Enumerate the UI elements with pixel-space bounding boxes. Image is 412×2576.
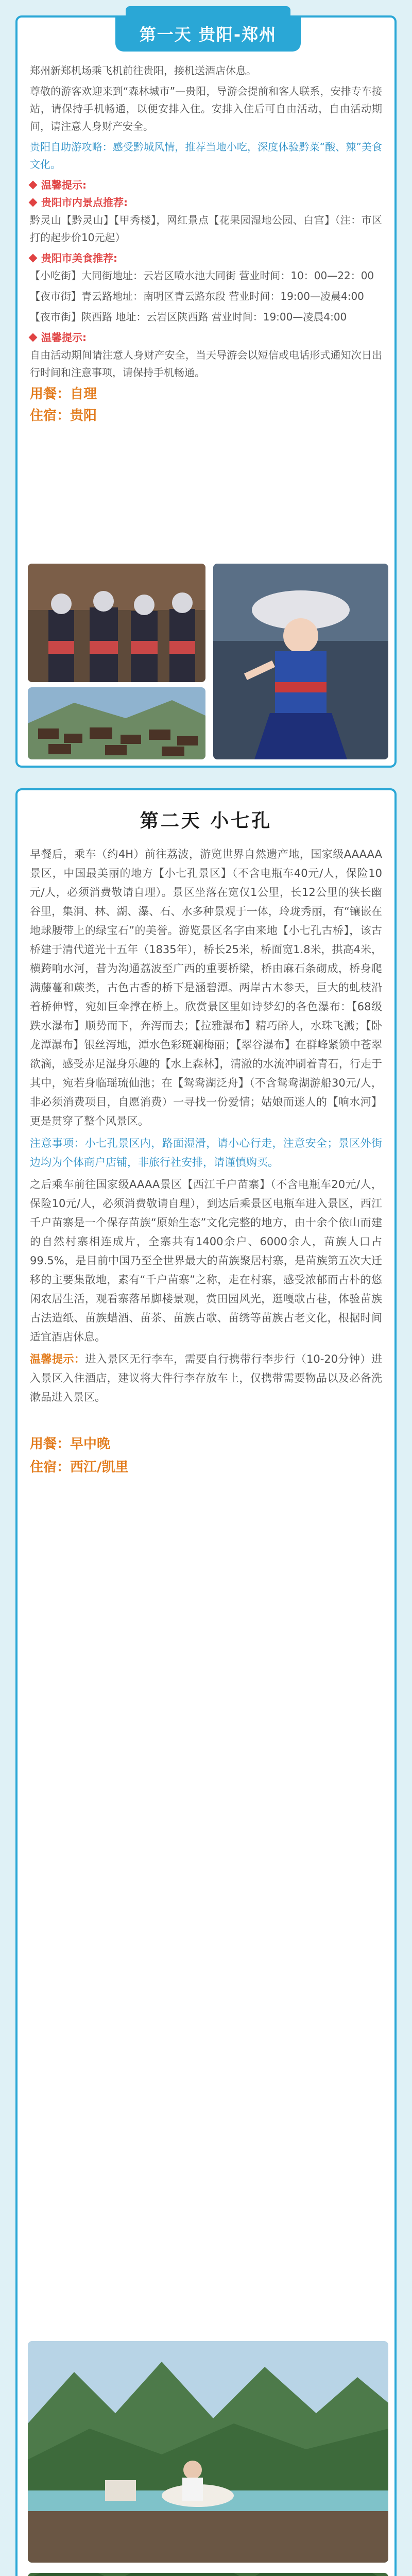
diamond-icon [29, 333, 38, 342]
day2-notice: 注意事项：小七孔景区内，路面湿滑，请小心行走，注意安全；景区外街边均为个体商户店铺，非旅行社安排，请谨慎购买。 [30, 1137, 382, 1168]
day1-intro: 郑州新郑机场乘飞机前往贵阳，接机送酒店休息。 [30, 64, 256, 77]
day1-tip-title: 温馨提示: [30, 176, 382, 194]
day2-meal: 用餐：早中晚 [30, 1436, 111, 1452]
day1-food-title: 贵阳市美食推荐: [30, 249, 382, 267]
day1-food-item: 【夜市街】青云路地址：南明区青云路东段 营业时间：19:00—凌晨4:00 [30, 290, 364, 302]
day1-spots-title: 贵阳市内景点推荐: [30, 194, 382, 211]
day1-meal: 用餐：自理 [30, 386, 97, 402]
diamond-icon [29, 181, 38, 190]
day1-food-guide [30, 138, 382, 173]
day1-tip2-text: 自由活动期间请注意人身财产安全，当天导游会以短信或电话形式通知次日出行时间和注意事项，请保持手机畅通。 [30, 349, 382, 379]
day2-tip [30, 1350, 382, 1407]
photo-waterfall [28, 2573, 388, 2576]
day1-banner [115, 15, 301, 52]
day2-card [15, 788, 397, 2576]
day2-tip-text: 进入景区无行李车，需要自行携带行李步行（10-20分钟）进入景区入住酒店，建议将大件行李存放车上，仅携带需要物品以及必备洗漱品进入景区。 [30, 1353, 383, 1403]
day2-paragraph-2: 之后乘车前往国家级AAAA景区【西江千户苗寨】（不含电瓶车20元/人，保险10元/人，必须消费敬请自理），到达后乘景区电瓶车进入景区，西江千户苗寨是一个保存苗族“原始生态”文化完整的地方，由十余个依山而建的自然村寨相连成片，全寨共有1400余户、6000余人，苗族人口占99.5%，是目前中国乃至全世界最大的苗族聚居村寨，是苗族第五次大迁移的主要集散地，素有“千户苗寨”之称，走在村寨，感受浓郁而古朴的悠闲农居生活，观看寨落吊脚楼景观，赏田园风光，逛嘎歌古巷，体验苗族古法造纸、苗族蜡酒、苗茶、苗族古歌、苗绣等苗族古老文化，根据时间适宜酒店休息。 [30, 1178, 382, 1343]
photo-miao-dancer [213, 564, 388, 759]
day2-content [30, 845, 382, 1479]
photo-miao-girls [28, 564, 205, 682]
day1-welcome: 尊敬的游客欢迎来到“森林城市”—贵阳，导游会提前和客人联系，安排专车接站，请保持手机畅通，以便安排入住。安排入住后可自由活动，自由活动期间，请注意人身财产安全。 [30, 85, 382, 132]
day1-food-guide-body: 感受黔城风情，推荐当地小吃，深度体验黔菜“酸、辣”美食文化。 [30, 141, 383, 171]
diamond-icon [29, 198, 38, 207]
day1-content [30, 62, 382, 427]
day1-food-item: 【小吃街】大同街地址：云岩区喷水池大同街 营业时间：10：00—22：00 [30, 269, 374, 282]
day1-stay: 住宿：贵阳 [30, 408, 97, 423]
day1-food-item: 【夜市街】陕西路 地址：云岩区陕西路 营业时间：19:00—凌晨4:00 [30, 311, 347, 323]
day1-tip2-title: 温馨提示: [30, 329, 382, 346]
day2-banner-title: 第二天 小七孔 [140, 810, 272, 832]
photo-miao-village [28, 687, 205, 759]
photo-karst-pool [28, 2341, 388, 2563]
day2-stay: 住宿：西江/凯里 [30, 1460, 129, 1475]
day2-tip-title: 温馨提示： [30, 1353, 85, 1365]
day1-banner-title: 第一天 贵阳-郑州 [139, 25, 277, 44]
day2-banner [18, 799, 394, 840]
diamond-icon [29, 254, 38, 263]
day1-card [15, 15, 397, 768]
day1-food-guide-prefix: 贵阳自助游攻略： [30, 141, 113, 153]
day2-paragraph-1: 早餐后，乘车（约4H）前往荔波，游览世界自然遗产地，国家级AAAAA景区，中国最美丽的地方【小七孔景区】（不含电瓶车40元/人，保险10元/人，必须消费敬请自理）。景区坐落在宽仅1公里，长12公里的狭长幽谷里，集洞、林、湖、瀑、石、水多种景观于一体，玲珑秀丽，有“镶嵌在地球腰带上的绿宝石”的美誉。游览景区名字由来地【小七孔古桥】，该古桥建于清代道光十五年（1835年），桥长25米，桥面宽1.8米，拱高4米，横跨响水河，昔为沟通荔波至广西的重要桥梁，桥由麻石条砌成，桥身爬满藤蔓和蕨类，古色古香的桥下是涵碧潭。两岸古木参天，巨大的虬枝沿着桥伸臂，宛如巨伞撑在桥上。欣赏景区里如诗梦幻的各色瀑布：【68级跌水瀑布】顺势而下，奔泻而去；【拉雅瀑布】精巧醉人，水珠飞溅；【卧龙潭瀑布】银丝泻地，潭水色彩斑斓梅丽；【翠谷瀑布】在群峰紧锁中苍翠欲滴，感受赤足湿身乐趣的【水上森林】，清澈的水流冲刷着青石，行走于其中，宛若身临瑶琉仙池；在【鸳鸯湖泛舟】（不含鸳鸯湖游船30元/人，非必须消费项目，自愿消费）一寻找一份爱情；姑娘而迷人的【响水河】更是贯穿了整个风景区。 [30, 848, 382, 1127]
day1-spots-text: 黔灵山【黔灵山】【甲秀楼】，网红景点【花果园湿地公园、白宫】（注：市区打的起步价10元起） [30, 214, 382, 244]
